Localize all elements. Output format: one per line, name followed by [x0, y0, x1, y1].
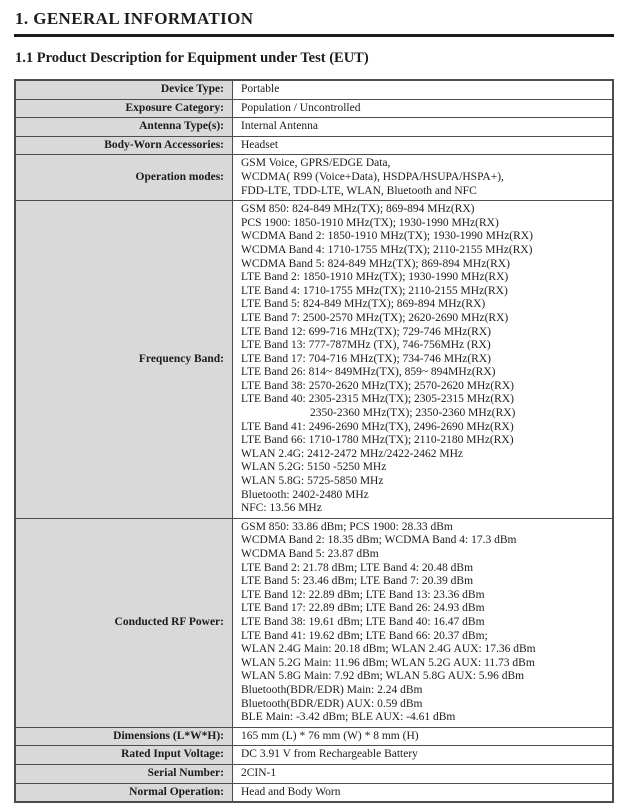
value-line: WCDMA Band 5: 23.87 dBm	[241, 548, 379, 560]
table-row	[15, 118, 613, 137]
value-line: LTE Band 41: 19.62 dBm; LTE Band 66: 20.37 dBm;	[241, 629, 488, 642]
value-line: LTE Band 5: 824-849 MHz(TX); 869-894 MHz(RX)	[241, 298, 486, 311]
value-line: Head and Body Worn	[241, 785, 341, 798]
row-label: Dimensions (L*W*H):	[15, 727, 233, 746]
eut-description-table	[14, 79, 614, 803]
value-line: GSM 850: 33.86 dBm; PCS 1900: 28.33 dBm	[241, 520, 453, 533]
table-row	[15, 746, 613, 765]
value-line: WLAN 2.4G Main: 20.18 dBm; WLAN 2.4G AUX: 17.36 dBm	[241, 643, 536, 656]
row-label: Exposure Category:	[15, 99, 233, 118]
value-line: LTE Band 38: 2570-2620 MHz(TX); 2570-2620 MHz(RX)	[241, 379, 514, 392]
row-value	[233, 764, 614, 783]
value-line: WCDMA Band 5: 824-849 MHz(TX); 869-894 MHz(RX)	[241, 257, 510, 270]
value-line: WLAN 5.8G: 5725-5850 MHz	[241, 475, 384, 488]
row-value	[233, 155, 614, 201]
value-line: GSM Voice, GPRS/EDGE Data,	[241, 157, 391, 170]
row-label: Operation modes:	[15, 155, 233, 201]
value-line: Population / Uncontrolled	[241, 101, 361, 114]
eut-table-body	[15, 80, 613, 802]
table-row	[15, 518, 613, 727]
value-line: LTE Band 17: 22.89 dBm; LTE Band 26: 24.93 dBm	[241, 602, 485, 615]
value-line: LTE Band 17: 704-716 MHz(TX); 734-746 MHz(RX)	[241, 352, 491, 365]
row-label: Normal Operation:	[15, 783, 233, 802]
row-label: Serial Number:	[15, 764, 233, 783]
value-line: LTE Band 41: 2496-2690 MHz(TX), 2496-2690 MHz(RX)	[241, 420, 514, 433]
value-line: FDD-LTE, TDD-LTE, WLAN, Bluetooth and NFC	[241, 184, 477, 197]
row-label: Body-Worn Accessories:	[15, 136, 233, 155]
value-line: WLAN 5.8G Main: 7.92 dBm; WLAN 5.8G AUX: 5.96 dBm	[241, 670, 525, 683]
value-line: 2350-2360 MHz(TX); 2350-2360 MHz(RX)	[241, 407, 516, 420]
row-label: Antenna Type(s):	[15, 118, 233, 137]
value-line: GSM 850: 824-849 MHz(TX); 869-894 MHz(RX)	[241, 203, 475, 216]
value-line: Bluetooth(BDR/EDR) Main: 2.24 dBm	[241, 683, 423, 696]
value-line: LTE Band 38: 19.61 dBm; LTE Band 40: 16.47 dBm	[241, 615, 485, 628]
table-row	[15, 99, 613, 118]
value-line: LTE Band 12: 22.89 dBm; LTE Band 13: 23.36 dBm	[241, 588, 485, 601]
value-line: Headset	[241, 138, 279, 151]
value-line: LTE Band 5: 23.46 dBm; LTE Band 7: 20.39 dBm	[241, 575, 474, 588]
value-line: WLAN 5.2G: 5150 -5250 MHz	[241, 461, 387, 474]
table-row	[15, 201, 613, 519]
value-line: WCDMA Band 2: 1850-1910 MHz(TX); 1930-1990 MHz(RX)	[241, 230, 533, 243]
row-label: Rated Input Voltage:	[15, 746, 233, 765]
value-line: BLE Main: -3.42 dBm; BLE AUX: -4.61 dBm	[241, 711, 456, 724]
value-line: 165 mm (L) * 76 mm (W) * 8 mm (H)	[241, 729, 419, 742]
value-line: Portable	[241, 83, 280, 95]
value-line: Bluetooth: 2402-2480 MHz	[241, 488, 369, 501]
value-line: DC 3.91 V from Rechargeable Battery	[241, 748, 418, 761]
row-value	[233, 136, 614, 155]
value-line: LTE Band 13: 777-787MHz (TX), 746-756MHz (RX)	[241, 339, 491, 352]
value-line: WCDMA Band 2: 18.35 dBm; WCDMA Band 4: 17.3 dBm	[241, 534, 517, 547]
value-line: WCDMA( R99 (Voice+Data), HSDPA/HSUPA/HSPA+),	[241, 170, 504, 183]
subsection-title: 1.1 Product Description for Equipment under Test (EUT)	[15, 50, 369, 66]
table-row	[15, 136, 613, 155]
row-value	[233, 118, 614, 137]
value-line: LTE Band 7: 2500-2570 MHz(TX); 2620-2690 MHz(RX)	[241, 311, 509, 324]
value-line: PCS 1900: 1850-1910 MHz(TX); 1930-1990 MHz(RX)	[241, 216, 499, 229]
row-label: Device Type:	[15, 80, 233, 99]
value-line: Bluetooth(BDR/EDR) AUX: 0.59 dBm	[241, 697, 423, 710]
table-row	[15, 727, 613, 746]
value-line: WLAN 2.4G: 2412-2472 MHz/2422-2462 MHz	[241, 447, 463, 460]
row-value	[233, 746, 614, 765]
value-line: 2CIN-1	[241, 766, 277, 779]
value-line: LTE Band 26: 814~ 849MHz(TX), 859~ 894MHz(RX)	[241, 366, 496, 379]
value-line: Internal Antenna	[241, 120, 318, 133]
row-value	[233, 727, 614, 746]
value-line: LTE Band 2: 1850-1910 MHz(TX); 1930-1990 MHz(RX)	[241, 271, 509, 284]
value-line: LTE Band 40: 2305-2315 MHz(TX); 2305-2315 MHz(RX)	[241, 393, 514, 406]
row-value	[233, 80, 614, 99]
table-row	[15, 764, 613, 783]
row-value	[233, 518, 614, 727]
value-line: WLAN 5.2G Main: 11.96 dBm; WLAN 5.2G AUX: 11.73 dBm	[241, 656, 535, 669]
table-row	[15, 783, 613, 802]
row-label: Conducted RF Power:	[15, 518, 233, 727]
row-value	[233, 201, 614, 519]
value-line: WCDMA Band 4: 1710-1755 MHz(TX); 2110-2155 MHz(RX)	[241, 243, 533, 256]
table-row	[15, 155, 613, 201]
value-line: LTE Band 4: 1710-1755 MHz(TX); 2110-2155 MHz(RX)	[241, 284, 508, 297]
value-line: NFC: 13.56 MHz	[241, 502, 322, 515]
value-line: LTE Band 2: 21.78 dBm; LTE Band 4: 20.48 dBm	[241, 561, 474, 574]
row-label: Frequency Band:	[15, 201, 233, 519]
value-line: LTE Band 66: 1710-1780 MHz(TX); 2110-2180 MHz(RX)	[241, 434, 514, 447]
row-value	[233, 99, 614, 118]
value-line: LTE Band 12: 699-716 MHz(TX); 729-746 MHz(RX)	[241, 325, 491, 338]
table-row	[15, 80, 613, 99]
row-value	[233, 783, 614, 802]
section-title: 1. GENERAL INFORMATION	[14, 9, 614, 37]
